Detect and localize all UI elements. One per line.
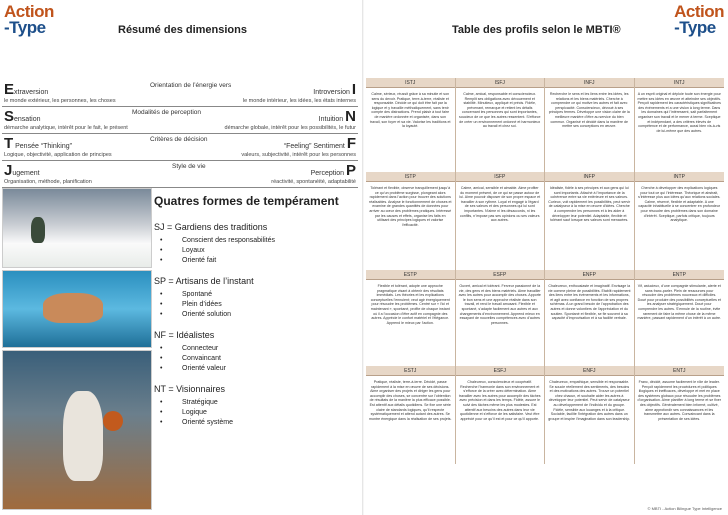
pole-letter: N	[345, 108, 356, 125]
pole-word: ugement	[12, 170, 40, 177]
pole-word: Intuition	[318, 116, 344, 123]
pole-left	[4, 81, 48, 98]
dimension-row-sn	[2, 107, 358, 134]
profile-cell-infj	[545, 78, 635, 172]
profile-cell-entj	[635, 366, 725, 464]
temperament-trait: • Orienté valeur	[158, 364, 358, 374]
profile-cell-enfj	[545, 366, 635, 464]
temperament-nf	[154, 330, 358, 374]
profile-type: ESTJ	[366, 366, 455, 376]
profile-description: Pratique, réaliste, terre-à-terre. Décidé, passe rapidement à la mise en œuvre de ses décisions. Aime organiser des projets et diriger les gens pour accomplir des choses, se concentre sur l’obtention de résultats de la manière la plus efficace possible. Est attentif aux détails quotidiens. Se fixe une série claire de standards logiques, qu’il respecte systématiquement et attend autant des autres. Se montre énergique dans la réalisation de ses projets.	[369, 380, 452, 421]
pole-desc-right: démarche globale, intérêt pour les possibilités, le futur	[224, 125, 356, 131]
pole-desc-left: démarche analytique, intérêt pour le fait, le présent	[4, 125, 128, 131]
temperament-trait: • Connecteur	[158, 344, 358, 354]
profile-type: ISFP	[456, 172, 545, 182]
profile-type: ESFJ	[456, 366, 545, 376]
pole-word: Pensée “Thinking”	[15, 143, 72, 150]
temperament-trait: • Plein d’idées	[158, 300, 358, 310]
pole-letter: F	[346, 135, 356, 152]
photo-basketball	[2, 350, 152, 510]
profile-cell-istp	[366, 172, 456, 270]
profile-description: Idéaliste, fidèle à ses principes et aux gens qui lui sont importants. Attaché à l’importance de la cohérence entre sa vie extérieure et ses valeurs. Curieux, voit rapidement les possibilités, peut servir de catalyseur à la mise en œuvre d’idées. Cherche à comprendre les personnes et à les aider à développer leur potentiel. Adaptable, flexible et tolérant sauf lorsque ses valeurs sont menacées.	[548, 186, 631, 223]
temperament-trait: • Logique	[158, 408, 358, 418]
temperament-trait: • Loyaux	[158, 246, 358, 256]
profile-description: Calme, amical, sensible et aimable. Aime profiter du moment présent, de ce qui se passe autour de lui. Aime pouvoir disposer de son propre espace et travailler à son rythme. Loyal et engagé à l’égard de ses valeurs et des personnes qui lui sont importantes. N’aime ni les désaccords, ni les conflits, n’impose pas ses opinions ou ses valeurs aux autres.	[459, 186, 541, 223]
profile-cell-esfj	[456, 366, 546, 464]
profile-cell-estp	[366, 270, 456, 366]
pole-word: Perception	[310, 170, 345, 177]
player-figure	[63, 391, 103, 481]
temperament-heading: NT = Visionnaires	[154, 384, 225, 394]
pole-letter: E	[4, 81, 15, 98]
profile-type: ESFP	[456, 270, 545, 280]
dimension-label: Critères de décision	[150, 136, 208, 143]
pole-desc-left: Logique, objectivité, application de principes	[4, 152, 112, 158]
pole-right	[284, 135, 356, 152]
profile-description: Franc, décidé, assume facilement le rôle de leader. Perçoit rapidement les procédures et politiques illogiques et inefficaces, développe et met en place des systèmes globaux pour résoudre les problèmes d’organisation. Aime planifier à long terme et se fixer des objectifs. Généralement bien informé, cultivé, aime approfondir ses connaissances et les transmettre aux autres. Convaincant dans la présentation de ses idées.	[637, 380, 721, 421]
pole-letter: T	[4, 135, 14, 152]
profile-description: Flexible et tolérant, adopte une approche pragmatique visant à obtenir des résultats immédiats. Les théories et les explications conceptuelles l’ennuient; veut agir énergiquement pour résoudre les problèmes. Centré sur « l’ici et maintenant », spontané, profite de chaque instant où il a l’occasion d’être actif en compagnie des autres. Apprécie le confort matériel et l’élégance. Apprend le mieux par l’action.	[370, 284, 450, 325]
profiles-row	[366, 270, 724, 366]
temperament-trait: • Convaincant	[158, 354, 358, 364]
profile-type: ISFJ	[456, 78, 545, 88]
pole-right	[313, 81, 356, 98]
temperament-heading: NF = Idéalistes	[154, 330, 215, 340]
pole-desc-right: le monde intérieur, les idées, les états internes	[242, 98, 356, 104]
action-type-logo	[4, 4, 54, 36]
temperament-trait: • Orienté fait	[158, 256, 358, 266]
dimension-row-tf	[2, 134, 358, 161]
pole-left	[4, 108, 40, 125]
pole-letter: I	[351, 81, 356, 98]
profile-cell-isfp	[456, 172, 546, 270]
profile-cell-esfp	[456, 270, 546, 366]
temperament-sp	[154, 276, 358, 320]
dimension-row-jp	[2, 161, 358, 188]
pole-word: Introversion	[313, 89, 350, 96]
profile-type: ISTP	[366, 172, 455, 182]
temperament-trait: • Orienté système	[158, 418, 358, 428]
dimensions-summary	[2, 80, 358, 188]
pole-letter: P	[345, 162, 356, 179]
profiles-row	[366, 78, 724, 172]
profile-type: ENTJ	[635, 366, 725, 376]
temperament-heading: SJ = Gardiens des traditions	[154, 222, 268, 232]
temperaments-section	[154, 188, 358, 438]
profile-type: INFJ	[545, 78, 634, 88]
action-type-logo	[674, 4, 724, 36]
climber-figure	[31, 217, 45, 243]
profile-type: ENFJ	[545, 366, 634, 376]
pole-left	[4, 162, 40, 179]
profile-description: Vif, astucieux, d’une compagnie stimulante, alerte et sans franc-parler. Plein de ressources pour résoudre des problèmes nouveaux et difficiles. Doué pour produire des possibilités conceptuelles et les analyser stratégiquement. Doué pour comprendre les autres. S’ennuie de la routine, évite rarement de faire la même chose de la même manière, passant rapidement d’un intérêt à un autre.	[637, 284, 722, 321]
dimension-label: Modalités de perception	[132, 109, 202, 116]
profile-type: INFP	[545, 172, 634, 182]
pole-desc-left: Organisation, méthode, planification	[4, 179, 92, 185]
profiles-row	[366, 366, 724, 464]
pole-word: ensation	[14, 116, 41, 123]
temperaments-title: Quatres formes de tempérament	[154, 194, 339, 208]
photo-swimmer	[2, 270, 152, 348]
swimmer-figure	[43, 293, 103, 323]
pole-desc-right: valeurs, subjectivité, intérêt pour les personnes	[241, 152, 356, 158]
pole-right	[311, 162, 356, 179]
basketball	[103, 411, 123, 431]
pole-desc-right: réactivité, spontanéité, adaptabilité	[271, 179, 356, 185]
dimension-row-ei	[2, 80, 358, 107]
profile-description: Chaleureux, empathique, sensible et responsable. Se soucie réellement des sentiments, des besoins et des motivations des autres. Trouve un potentiel chez chacun, et souhaite aider les autres à développer leur potentiel. Peut servir de catalyseur au développement de l’individu et du groupe. Fidèle, sensible aux louanges et à la critique. Sociable, facilite l’intégration des autres dans un groupe et inspire l’imagination dans son leadership.	[548, 380, 631, 421]
right-page	[364, 0, 728, 515]
pole-word: “Feeling” Sentiment	[283, 143, 345, 150]
pole-desc-left: le monde extérieur, les personnes, les choses	[4, 98, 116, 104]
profile-cell-infp	[545, 172, 635, 270]
profile-cell-enfp	[545, 270, 635, 366]
profile-description: Recherche le sens et les liens entre les idées, les relations et les biens matériels. Cherche à comprendre ce qui motive les autres et fait avec perspicacité. Consciencieux, dévoué à ses principes fermes. Développe une vision claire de la meilleure manière d’être au service du bien commun. Organisé et décidé dans la manière de mettre ses conceptions en œuvre.	[548, 92, 630, 129]
temperament-sj	[154, 222, 358, 266]
photo-climber	[2, 188, 152, 268]
copyright-note: © MBTI - Action Bilingue Type Intelligence	[647, 506, 722, 511]
profile-cell-intp	[635, 172, 725, 270]
profile-cell-entp	[635, 270, 725, 366]
profile-cell-intj	[635, 78, 725, 172]
page-title-dimensions: Résumé des dimensions	[118, 24, 247, 36]
profile-type: INTJ	[635, 78, 725, 88]
temperament-nt	[154, 384, 358, 428]
pole-letter: J	[4, 162, 13, 179]
profile-description: Cherche à développer des explications logiques pour tout ce qui l’intéresse. Théorique et abstrait, s’intéresse plus aux idées qu’aux relations sociales. Calme, réservé, flexible et adaptable. A une capacité inhabituelle à se concentrer en profondeur pour résoudre des problèmes dans son domaine d’intérêt. Sceptique, parfois critique, toujours analytique.	[638, 186, 721, 223]
profile-cell-istj	[366, 78, 456, 172]
pole-word: xtraversion	[14, 89, 49, 96]
profile-description: Tolérant et flexible, observe tranquillement jusqu’à ce qu’un problème surgisse, plongeant alors rapidement dans l’action pour trouver des solutions réalisables. Analyse le fonctionnement de choses et examine de grandes quantités de données pour arriver au cœur des problèmes pratiques. Intéressé par les causes et effets, organise les faits en utilisant des principes logiques et valorise l’efficacité.	[369, 186, 452, 227]
dimension-label: Style de vie	[172, 163, 206, 170]
logo-line1: Action	[4, 2, 54, 21]
profile-type: ESTP	[366, 270, 455, 280]
profile-description: Calme, sérieux, réussit grâce à sa minutie et son sens du devoir. Pratique, terre-à-terre, réaliste et responsable. Décide ce qui doit être fait par la logique et y travaille méthodiquement, sans tenir compte des distractions. Prend plaisir à tout faire de manière ordonnée et organisée, dans son travail, son foyer et sa vie. Valorise les traditions et la loyauté.	[369, 92, 451, 129]
profiles-row	[366, 172, 724, 270]
temperament-trait: • Orienté solution	[158, 310, 358, 320]
profile-description: Chaleureux, consciencieux et coopératif. Recherche l’harmonie dans son environnement et s’efforce de la créer avec détermination. Aime travailler avec les autres pour accomplir des tâches avec précision et dans les temps. Fidèle, assure le suivi des tâches même les plus modestes. Est attentif aux besoins des autres dans leur vie quotidienne et s’efforce de les satisfaire. Veut être apprécié pour ce qu’il est et pour ce qu’il apporte.	[458, 380, 541, 421]
profile-type: ENFP	[545, 270, 634, 280]
logo-line1: Action	[674, 2, 724, 21]
page-title-profiles: Table des profils selon le MBTI®	[452, 24, 621, 36]
profile-type: INTP	[635, 172, 725, 182]
profile-type: ISTJ	[366, 78, 455, 88]
dimension-label: Orientation de l’énergie vers	[150, 82, 232, 89]
profile-cell-isfj	[456, 78, 546, 172]
temperament-heading: SP = Artisans de l’instant	[154, 276, 254, 286]
pole-letter: S	[4, 108, 15, 125]
logo-line2: -Type	[674, 18, 716, 38]
pole-left	[4, 135, 72, 152]
mbti-profiles-table	[366, 78, 724, 464]
temperament-trait: • Spontané	[158, 290, 358, 300]
profile-description: Calme, amical, responsable et consciencieux. Remplit ses obligations avec dévouement et stabilité. Minutieux, appliqué et précis. Fidèle, prévenant, remarque et retient les détails concernant les personnes qui sont importantes, soucieux de ce que les autres ressentent. S’efforce de créer un environnement ordonné et harmonieux au travail et chez soi.	[459, 92, 541, 129]
temperament-trait: • Stratégique	[158, 398, 358, 408]
profile-description: Ouvert, amical et tolérant. Ferveur passionné de la vie, des gens et des biens matériels. Aime travailler avec les autres pour accomplir des choses. Apporte le bon sens et une approche réaliste dans son travail, et rend le travail amusant. Flexible et spontané, s’adapte facilement aux autres et aux changements d’environnement. Apprend mieux en essayant de nouvelles compétences avec d’autres personnes.	[458, 284, 541, 325]
logo-line2: -Type	[4, 18, 46, 38]
profile-description: A un esprit original et déploie toute son énergie pour mettre ses idées en œuvre et atteindre ses objectifs. Perçoit rapidement les caractéristiques significatives des événements et a une vision à long terme. Dans les domaines qui l’intéressent, sait parfaitement organiser son travail et le mener à terme. Sceptique et indépendant, a des critères élevés de compétence et de performance, aussi bien vis-à-vis de lui-même que des autres.	[637, 92, 721, 133]
profile-description: Chaleureux, enthousiaste et imaginatif. Envisage la vie comme pleine de possibilités. Etablit rapidement des liens entre les événements et les informations, et agit avec confiance en fonction de ses propres schémas. A un grand besoin de l’approbation des autres et donne volontiers de l’appréciation et du soutien. Spontané et flexible, se fie souvent à sa capacité d’improvisation et à sa facilité verbale.	[548, 284, 631, 321]
temperament-trait: • Conscient des responsabilités	[158, 236, 358, 246]
profile-type: ENTP	[635, 270, 725, 280]
profile-cell-estj	[366, 366, 456, 464]
pole-right	[319, 108, 356, 125]
